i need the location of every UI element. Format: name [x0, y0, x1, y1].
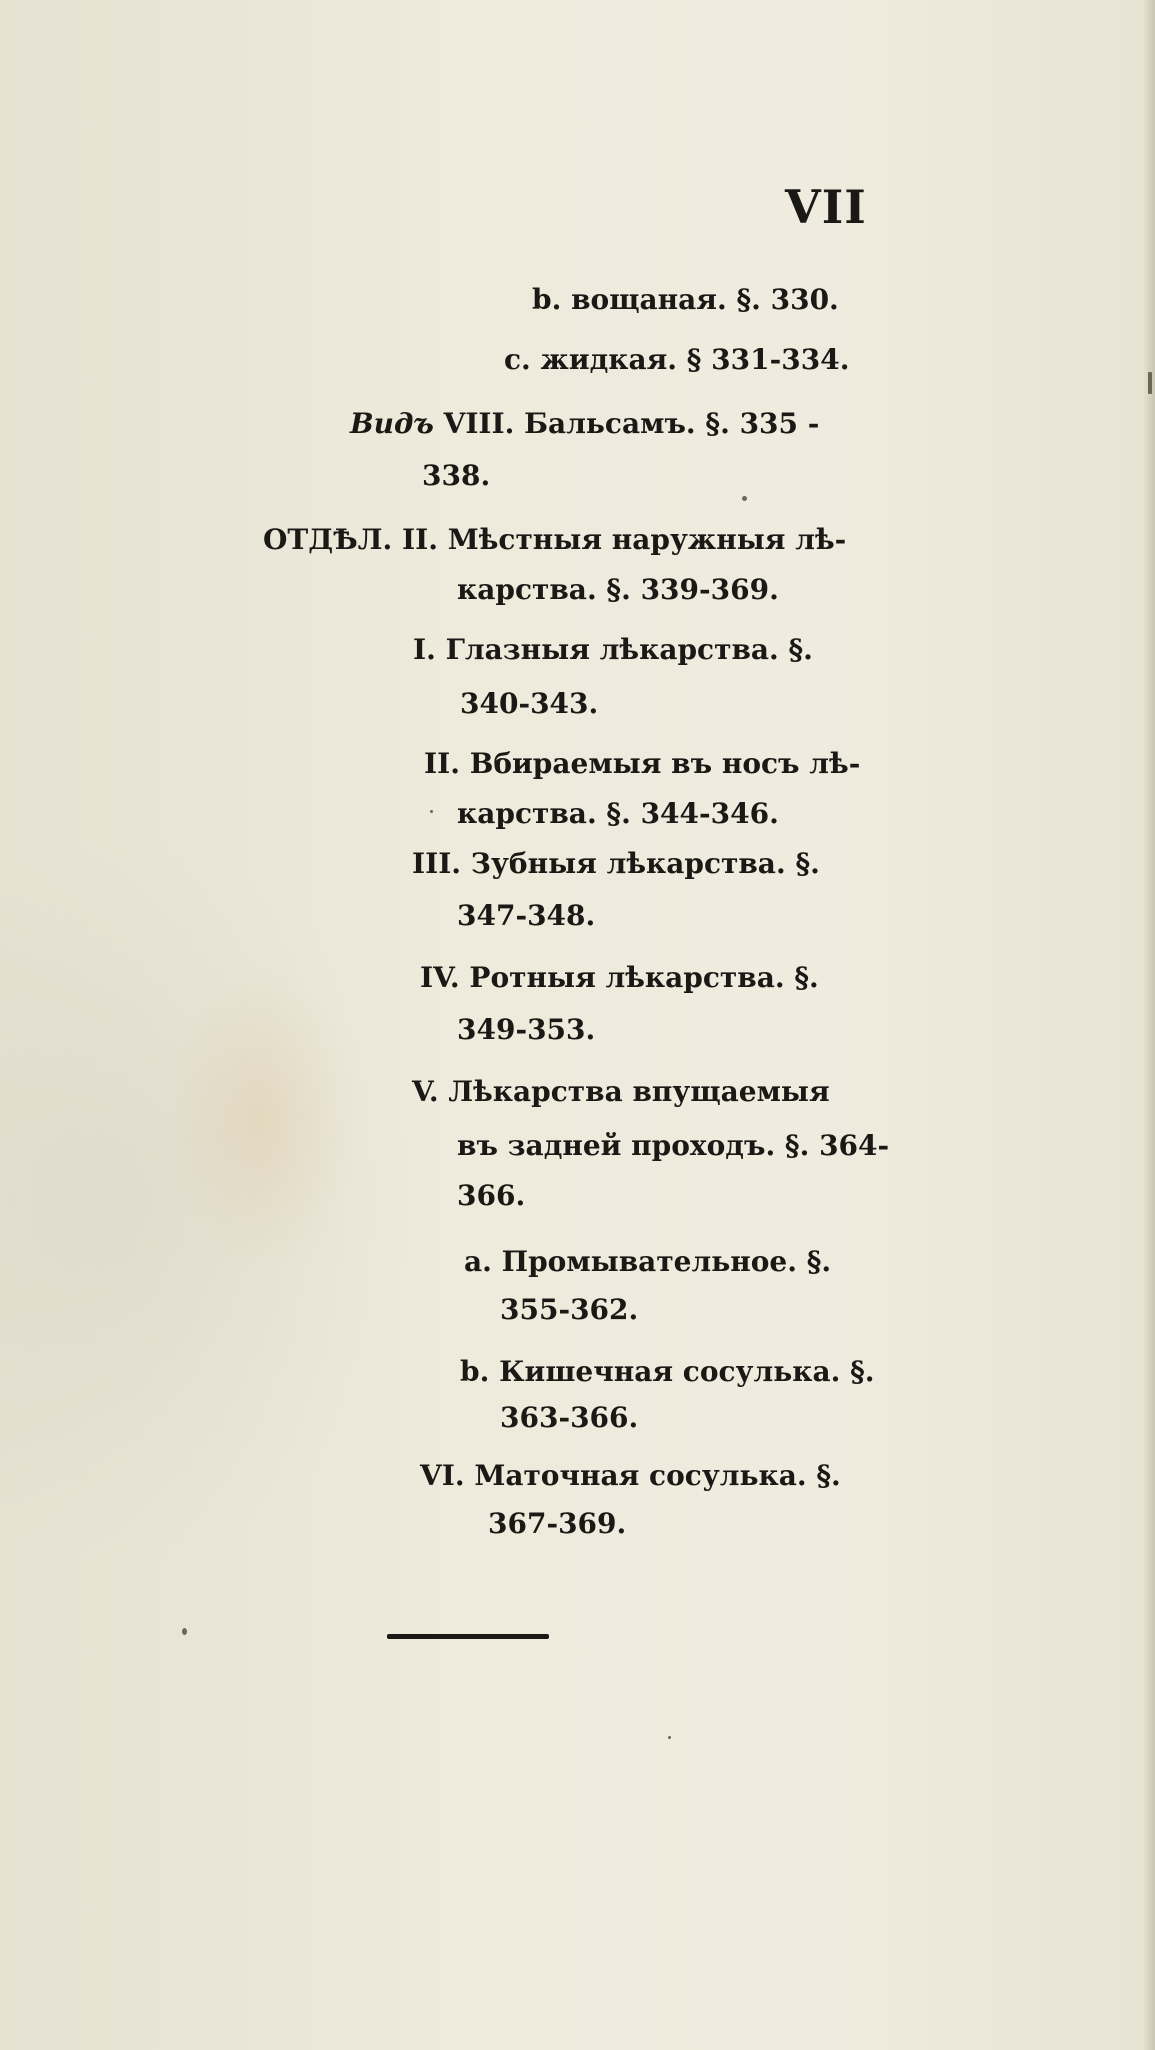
toc-line: III. Зубныя лѣкарства. §.	[412, 847, 820, 880]
toc-line: I. Глазныя лѣкарства. §.	[413, 633, 813, 666]
toc-line: VI. Маточная сосулька. §.	[420, 1459, 841, 1492]
toc-line: II. Вбираемыя въ носъ лѣ-	[424, 747, 861, 780]
paper-speck	[1148, 372, 1152, 394]
toc-line: 366.	[457, 1179, 526, 1212]
toc-line: 367-369.	[488, 1507, 627, 1540]
page-edge-shadow	[1143, 0, 1155, 2050]
toc-line: 363-366.	[500, 1401, 639, 1434]
toc-line: 338.	[422, 459, 491, 492]
toc-line: a. Промывательное. §.	[464, 1245, 832, 1278]
toc-section-heading: ОТДѢЛ. II. Мѣстныя наружныя лѣ-	[263, 523, 847, 556]
page-number: VII	[785, 180, 867, 234]
toc-line: b. Кишечная сосулька. §.	[460, 1355, 875, 1388]
paper-speck	[668, 1736, 671, 1739]
closing-rule	[387, 1634, 549, 1639]
toc-line: 340-343.	[460, 687, 599, 720]
toc-line: 355-362.	[500, 1293, 639, 1326]
toc-line: въ задней проходъ. §. 364-	[457, 1129, 890, 1162]
paper-speck	[742, 496, 747, 501]
toc-line-italic: Видъ	[350, 407, 434, 440]
paper-speck	[182, 1628, 187, 1635]
toc-line	[350, 406, 819, 442]
toc-line-rest: VIII. Бальсамъ. §. 335 -	[433, 407, 820, 440]
toc-line: b. вощаная. §. 330.	[532, 283, 839, 316]
toc-line: c. жидкая. § 331-334.	[504, 343, 850, 376]
toc-line: IV. Ротныя лѣкарства. §.	[420, 961, 819, 994]
toc-line: карства. §. 339-369.	[457, 573, 779, 606]
toc-line: карства. §. 344-346.	[457, 797, 779, 830]
toc-line: V. Лѣкарства впущаемыя	[412, 1075, 830, 1108]
toc-line: 347-348.	[457, 899, 596, 932]
paper-speck	[430, 810, 433, 813]
toc-line: 349-353.	[457, 1013, 596, 1046]
